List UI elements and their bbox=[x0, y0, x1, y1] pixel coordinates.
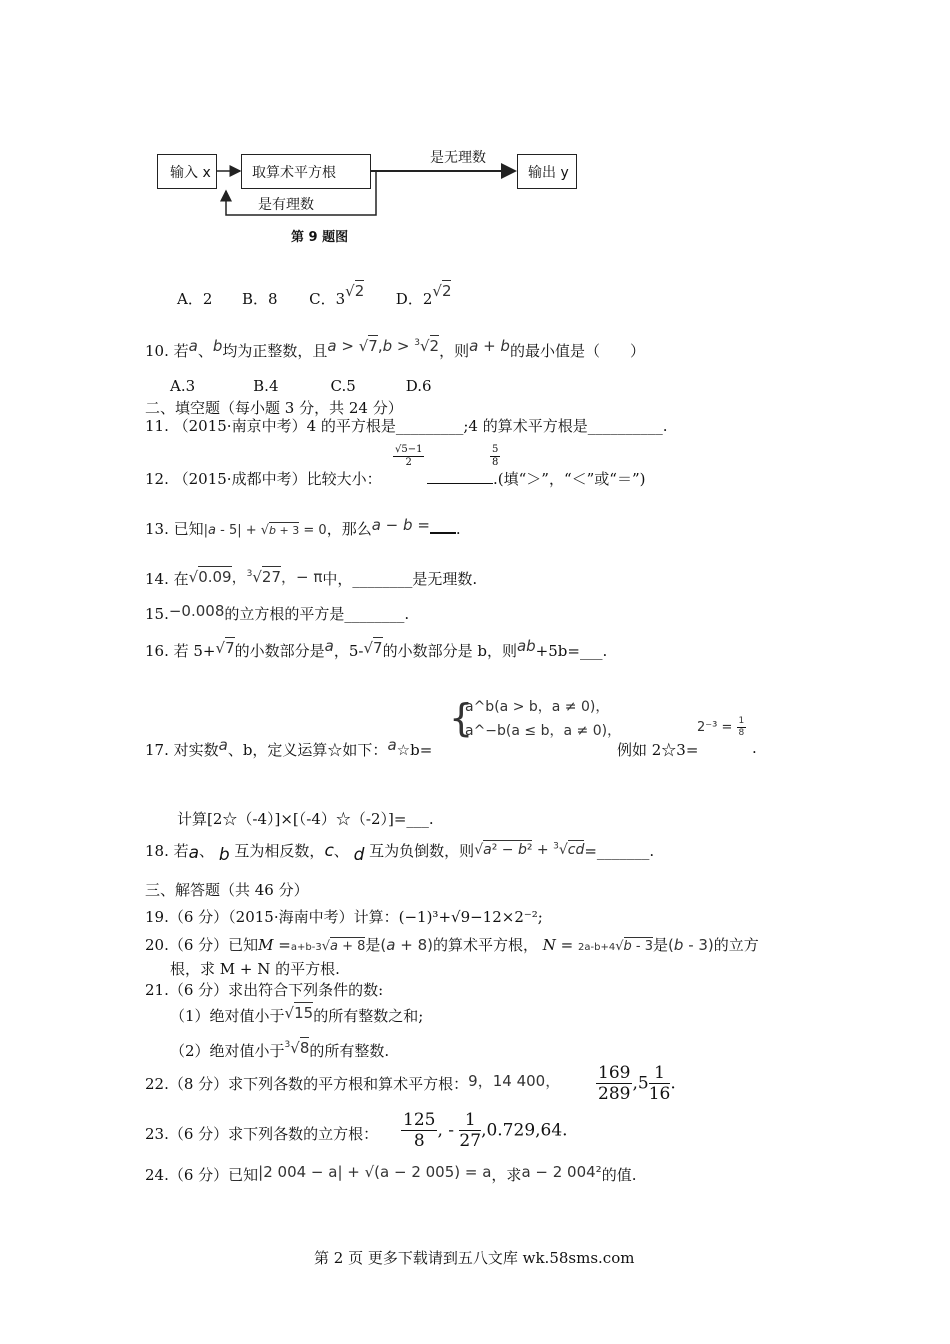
q10-options bbox=[170, 377, 432, 395]
q12-fraction-1 bbox=[393, 444, 424, 469]
q24-expr: |2 004 − a| + √(a − 2 005) = a bbox=[258, 1163, 492, 1181]
q9-option-a: A．2 bbox=[177, 290, 213, 308]
q12-frac1-den: 2 bbox=[405, 457, 412, 468]
q13-suffix: . bbox=[455, 520, 461, 538]
q14-expr: √0.09，$^3$√27，− π bbox=[188, 568, 323, 586]
q21-item2-suffix: 的所有整数. bbox=[309, 1042, 390, 1060]
q21-item-2 bbox=[170, 1040, 389, 1061]
q20-M-expr: a+b-3√a + 8 bbox=[290, 939, 366, 954]
q15-suffix: 的立方根的平方是________. bbox=[224, 605, 410, 623]
q9-option-b: B．8 bbox=[241, 290, 278, 308]
q16-mid1: 的小数部分是 bbox=[234, 642, 325, 660]
q10-suffix: 的最小值是（ ） bbox=[509, 342, 645, 360]
q24-mid: ，求 bbox=[491, 1166, 522, 1184]
q13-expr: |a - 5| + √b + 3 = 0 bbox=[203, 523, 327, 538]
q21-item1-suffix: 的所有整数之和; bbox=[313, 1007, 424, 1025]
q16-mid2: ，5- bbox=[333, 642, 364, 660]
q12-suffix: .(填“＞”，“＜”或“＝”) bbox=[493, 470, 646, 488]
q17-case1: a^b(a > b，a ≠ 0)， bbox=[465, 699, 610, 715]
q15-expr: −0.008 bbox=[168, 602, 225, 620]
q9-option-d-radical: √2 bbox=[432, 282, 452, 300]
q17-example-num: 1 bbox=[738, 716, 745, 726]
q12-blank bbox=[427, 469, 493, 484]
q10-condition: a > √7,b > $^3$√2 bbox=[327, 337, 440, 355]
q13-blank bbox=[430, 518, 456, 534]
q17-prefix: 17. 对实数 bbox=[145, 741, 219, 759]
q22-prefix: 22.（8 分）求下列各数的平方根和算术平方根： bbox=[145, 1075, 469, 1093]
q23-f1-num: 125 bbox=[403, 1110, 436, 1130]
question-16 bbox=[145, 637, 608, 661]
q10-var-a: a bbox=[188, 337, 198, 355]
q24-expr2: a − 2 004² bbox=[521, 1163, 602, 1181]
question-23: 23.（6 分）求下列各数的立方根： bbox=[145, 1125, 379, 1143]
q22-mixed-whole: ,5 bbox=[632, 1073, 649, 1094]
q17-period: . bbox=[752, 739, 757, 757]
q13-prefix: 13. 已知 bbox=[145, 520, 204, 538]
q12-frac1-num: √5−1 bbox=[395, 444, 423, 455]
question-14 bbox=[145, 568, 477, 589]
q23-sep: , - bbox=[437, 1120, 455, 1141]
q21-cbrt8: $^3$√8 bbox=[284, 1039, 310, 1057]
q18-var-c: c bbox=[324, 841, 334, 861]
q18-var-d: d bbox=[353, 845, 365, 865]
output-label: 输出 y bbox=[528, 165, 569, 181]
q10-option-d: D.6 bbox=[405, 377, 432, 395]
q17-brace: { bbox=[449, 696, 474, 740]
q13-mid: ，那么 bbox=[326, 520, 372, 538]
rational-label: 是有理数 bbox=[258, 197, 314, 213]
q16-sqrt7-a: √7 bbox=[215, 639, 235, 657]
q10-option-c: C.5 bbox=[330, 377, 356, 395]
q12-prefix: 12. （2015·成都中考）比较大小： bbox=[145, 470, 382, 488]
q17-piecewise bbox=[449, 695, 621, 743]
q18-prefix: 18. 若 bbox=[145, 842, 189, 860]
q12-frac2-den: 8 bbox=[492, 457, 499, 468]
q17-mid2: ☆b= bbox=[396, 741, 433, 759]
question-10 bbox=[145, 337, 645, 361]
question-22 bbox=[145, 1073, 560, 1094]
q18-expr: √a² − b² + $^3$√cd bbox=[474, 841, 585, 858]
q20-suffix: 的立方 bbox=[713, 936, 759, 954]
q20-a8: (a + 8) bbox=[380, 936, 433, 954]
q24-suffix: 的值. bbox=[601, 1166, 637, 1184]
q17-example-val: 2⁻³ = bbox=[697, 719, 737, 735]
q18-var-a: a bbox=[188, 843, 200, 863]
question-11: 11. （2015·南京中考）4 的平方根是_________;4 的算术平方根是__________. bbox=[145, 417, 668, 435]
q18-sep1: 、 bbox=[199, 842, 215, 860]
q20-mid1: 是 bbox=[365, 936, 381, 954]
q16-prefix: 16. 若 5+ bbox=[145, 642, 216, 660]
q17-case2: a^−b(a ≤ b，a ≠ 0)， bbox=[465, 723, 622, 739]
q20-mid2: 的算术平方根， bbox=[432, 936, 538, 954]
q21-item2-prefix: （2）绝对值小于 bbox=[170, 1042, 285, 1060]
q22-mixed-num: 1 bbox=[649, 1063, 671, 1084]
q16-var-a: a bbox=[324, 637, 334, 655]
q22-frac-num: 169 bbox=[598, 1063, 631, 1083]
q23-f1-den: 8 bbox=[413, 1131, 425, 1152]
q17-example-den: 8 bbox=[738, 727, 745, 738]
q17-var-a2: a bbox=[387, 736, 397, 754]
q17-mid1: 、b，定义运算☆如下： bbox=[227, 741, 388, 759]
q23-fractions bbox=[401, 1110, 568, 1152]
q14-suffix: 中，________是无理数. bbox=[322, 570, 478, 588]
q20-N: N = bbox=[542, 936, 574, 954]
q20-line2: 根，求 M + N 的平方根. bbox=[170, 960, 340, 978]
question-15: 15.−0.008的立方根的平方是________. bbox=[145, 602, 410, 623]
q10-option-b: B.4 bbox=[253, 377, 279, 395]
section-2-title: 二、填空题（每小题 3 分，共 24 分） bbox=[145, 399, 403, 417]
q10-sep: 、 bbox=[197, 342, 213, 360]
q9-option-c: C．3 bbox=[309, 290, 346, 308]
question-21: 21.（6 分）求出符合下列条件的数: bbox=[145, 981, 384, 999]
q18-mid2: 互为负倒数，则 bbox=[369, 842, 475, 860]
question-18 bbox=[145, 840, 655, 865]
question-12 bbox=[145, 468, 382, 489]
section-3-title: 三、解答题（共 46 分） bbox=[145, 881, 309, 899]
q17-var-a: a bbox=[218, 736, 228, 754]
q10-mid: 均为正整数，且 bbox=[222, 342, 328, 360]
question-17 bbox=[145, 736, 433, 760]
q20-N-expr: 2a-b+4√b - 3 bbox=[578, 939, 654, 954]
q14-prefix: 14. 在 bbox=[145, 570, 189, 588]
q16-sqrt7-b: √7 bbox=[363, 639, 383, 657]
q20-b3: (b - 3) bbox=[668, 936, 714, 954]
q16-ab: ab bbox=[516, 637, 536, 655]
q12-answer bbox=[427, 468, 645, 489]
q17-example: 例如 2☆3= bbox=[617, 741, 699, 759]
q10-prefix: 10. 若 bbox=[145, 342, 189, 360]
question-13 bbox=[145, 518, 461, 539]
q23-f2-den: 27 bbox=[459, 1131, 482, 1152]
question-19: 19.（6 分）（2015·海南中考）计算：(−1)³+√9−12×2⁻²; bbox=[145, 908, 543, 926]
q9-option-c-radical: √2 bbox=[345, 282, 365, 300]
q22-frac-den: 289 bbox=[598, 1084, 631, 1105]
question-24 bbox=[145, 1164, 636, 1185]
q12-frac2-num: 5 bbox=[492, 444, 499, 455]
q10-option-a: A.3 bbox=[170, 377, 196, 395]
q17-example-value bbox=[697, 716, 746, 739]
q18-var-b: b bbox=[218, 845, 230, 865]
q21-item1-prefix: （1）绝对值小于 bbox=[170, 1007, 285, 1025]
q16-suffix: +5b=___. bbox=[535, 642, 608, 660]
question-20 bbox=[145, 934, 759, 955]
process-label: 取算术平方根 bbox=[252, 165, 336, 181]
q17-compute: 计算[2☆（-4）]×[（-4）☆（-2）]=___. bbox=[177, 810, 434, 828]
irrational-label: 是无理数 bbox=[430, 150, 486, 166]
q9-options bbox=[177, 282, 452, 309]
q23-f2-num: 1 bbox=[459, 1110, 481, 1131]
q10-var-b: b bbox=[212, 337, 223, 355]
q24-prefix: 24.（6 分）已知 bbox=[145, 1166, 259, 1184]
q23-suffix: ,0.729,64. bbox=[481, 1120, 568, 1141]
q16-mid3: 的小数部分是 b，则 bbox=[382, 642, 517, 660]
q22-mixed-den: 16 bbox=[648, 1084, 671, 1105]
q13-expr2: a − b = bbox=[371, 516, 430, 534]
q22-fractions bbox=[596, 1063, 676, 1105]
q20-mid3: 是 bbox=[653, 936, 669, 954]
q21-item-1 bbox=[170, 1005, 423, 1026]
q21-sqrt15: √15 bbox=[284, 1004, 314, 1022]
q12-fraction-2 bbox=[490, 444, 500, 469]
q20-prefix: 20.（6 分）已知 bbox=[145, 936, 259, 954]
figure-caption: 第 9 题图 bbox=[291, 230, 349, 245]
q18-suffix: =_______. bbox=[584, 842, 655, 860]
q22-suffix: . bbox=[670, 1073, 676, 1094]
q22-values: 9，14 400， bbox=[468, 1072, 561, 1090]
q10-expr: a + b bbox=[469, 337, 510, 355]
input-label: 输入 x bbox=[170, 165, 211, 181]
page-footer: 第 2 页 更多下载请到五八文库 wk.58sms.com bbox=[314, 1249, 635, 1267]
q10-then: ，则 bbox=[439, 342, 470, 360]
q9-option-d: D．2 bbox=[395, 290, 433, 308]
q18-mid1: 互为相反数， bbox=[234, 842, 325, 860]
q18-sep2: 、 bbox=[333, 842, 349, 860]
q20-M: M = bbox=[258, 936, 291, 954]
